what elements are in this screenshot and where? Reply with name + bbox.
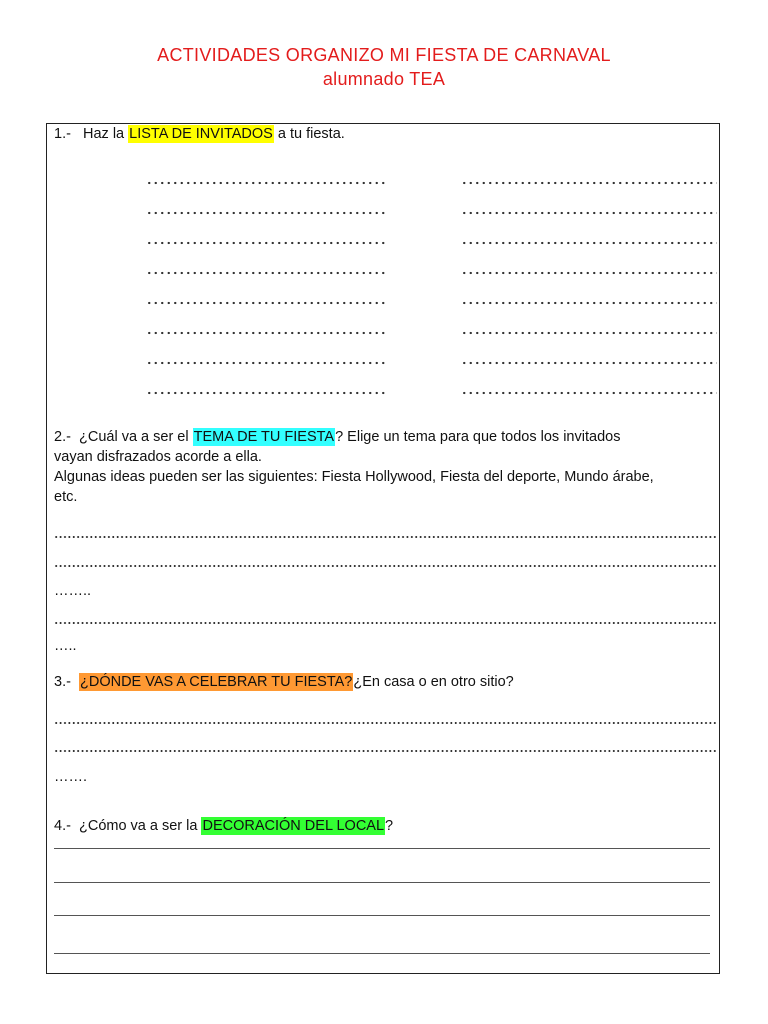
answer-3-line-3[interactable]: ……. xyxy=(54,769,88,785)
question-2-lead: ¿Cuál va a ser el xyxy=(78,429,189,445)
question-1-lead: Haz la xyxy=(83,126,125,142)
question-4-highlight: DECORACIÓN DEL LOCAL xyxy=(202,818,385,834)
answer-2-line-3[interactable]: …….. xyxy=(54,583,92,599)
page-title: ACTIVIDADES ORGANIZO MI FIESTA DE CARNAVAL xyxy=(157,45,611,65)
guest-line-left-5[interactable] xyxy=(146,300,388,306)
guest-line-right-7[interactable] xyxy=(461,360,717,366)
answer-3-line-1[interactable] xyxy=(54,720,716,726)
answer-3-line-2[interactable] xyxy=(54,748,716,754)
question-1 xyxy=(54,126,345,142)
question-3 xyxy=(54,674,514,690)
question-1-number: 1.- xyxy=(54,126,71,142)
guest-line-left-1[interactable] xyxy=(146,180,388,186)
guest-line-right-8[interactable] xyxy=(461,390,717,396)
answer-4-line-4[interactable] xyxy=(54,953,710,954)
guest-line-left-3[interactable] xyxy=(146,240,388,246)
guest-line-right-1[interactable] xyxy=(461,180,717,186)
answer-2-line-1[interactable] xyxy=(54,534,716,540)
guest-line-left-2[interactable] xyxy=(146,210,388,216)
guest-line-left-8[interactable] xyxy=(146,390,388,396)
guest-line-right-3[interactable] xyxy=(461,240,717,246)
guest-line-left-7[interactable] xyxy=(146,360,388,366)
question-4-rest: ? xyxy=(385,818,394,834)
question-1-highlight: LISTA DE INVITADOS xyxy=(129,126,273,142)
question-2-rest: ? Elige un tema para que todos los invitados xyxy=(335,429,621,445)
worksheet-frame xyxy=(46,123,720,974)
answer-2-line-2[interactable] xyxy=(54,563,716,569)
guest-line-right-6[interactable] xyxy=(461,330,717,336)
guest-line-left-4[interactable] xyxy=(146,270,388,276)
question-4 xyxy=(54,818,393,834)
question-3-number: 3.- xyxy=(54,674,71,690)
question-4-number: 4.- xyxy=(54,818,71,834)
answer-4-line-2[interactable] xyxy=(54,882,710,883)
question-1-rest: a tu fiesta. xyxy=(277,126,345,142)
guest-line-right-4[interactable] xyxy=(461,270,717,276)
guest-line-left-6[interactable] xyxy=(146,330,388,336)
answer-4-line-1[interactable] xyxy=(54,848,710,849)
answer-2-line-5[interactable]: ….. xyxy=(54,638,77,654)
answer-4-line-3[interactable] xyxy=(54,915,710,916)
question-2-line-3: Algunas ideas pueden ser las siguientes: Fiesta Hollywood, Fiesta del deporte, Mundo árabe, xyxy=(54,469,654,485)
question-2-line-4: etc. xyxy=(54,489,78,505)
question-4-lead: ¿Cómo va a ser la xyxy=(78,818,198,834)
page-subtitle: alumnado TEA xyxy=(322,69,446,89)
question-3-rest: ¿En casa o en otro sitio? xyxy=(353,674,514,690)
guest-line-right-5[interactable] xyxy=(461,300,717,306)
question-2-line-2: vayan disfrazados acorde a ella. xyxy=(54,449,262,465)
question-2-number: 2.- xyxy=(54,429,71,445)
question-3-highlight: ¿DÓNDE VAS A CELEBRAR TU FIESTA? xyxy=(79,674,353,690)
question-2 xyxy=(54,429,620,445)
guest-line-right-2[interactable] xyxy=(461,210,717,216)
answer-2-line-4[interactable] xyxy=(54,620,716,626)
question-2-highlight: TEMA DE TU FIESTA xyxy=(193,429,335,445)
